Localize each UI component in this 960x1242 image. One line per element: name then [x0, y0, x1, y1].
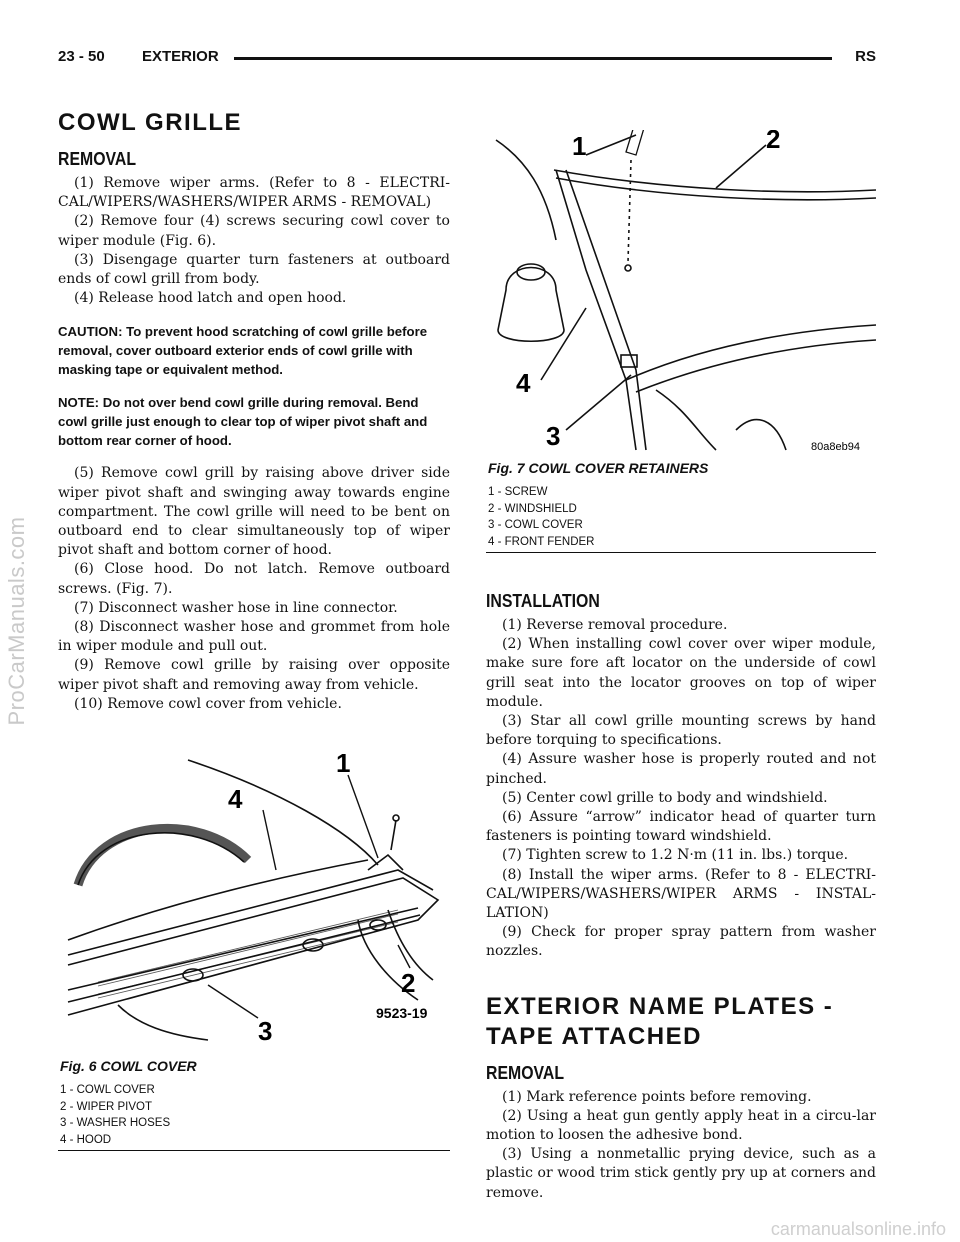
fig7-art-code: 80a8eb94	[811, 441, 860, 452]
fig7-caption: Fig. 7 COWL COVER RETAINERS	[488, 460, 709, 476]
right-column	[486, 590, 876, 1203]
removal-step: (1) Remove wiper arms. (Refer to 8 - ELECTRI-CAL/WIPERS/WASHERS/WIPER ARMS - REMOVAL)	[58, 175, 450, 211]
installation-step: (3) Star all cowl grille mounting screws by hand before torquing to specifications.	[486, 713, 876, 749]
fig7-callout-3: 3	[546, 421, 561, 451]
fig7-callout-2: 2	[766, 130, 781, 154]
installation-step: (4) Assure washer hose is properly routed and not pinched.	[486, 751, 876, 787]
legend-item: 4 - HOOD	[60, 1133, 112, 1146]
caution-text: CAUTION: To prevent hood scratching of cowl grille before removal, cover outboard exterior ends of cowl grille with masking tape or equivalent method.	[58, 324, 428, 378]
removal-step: (10) Remove cowl cover from vehicle.	[74, 695, 342, 712]
name-plates-title-line2: TAPE ATTACHED	[486, 1022, 702, 1050]
figure-7	[486, 130, 876, 553]
section-name: EXTERIOR	[142, 48, 219, 65]
installation-step: (2) When installing cowl cover over wiper module, make sure fore aft locator on the underside of cowl grill seat into the locator grooves on top of wiper module.	[486, 636, 876, 710]
legend-item: 2 - WIPER PIVOT	[60, 1100, 153, 1113]
page-number: 23 - 50	[58, 48, 105, 65]
name-plate-removal-step: (3) Using a nonmetallic prying device, such as a plastic or wood trim stick gently pry up at corners and remove.	[486, 1146, 876, 1201]
fig6-art-code: 9523-19	[376, 1005, 428, 1021]
legend-item: 4 - FRONT FENDER	[488, 535, 595, 548]
side-watermark: ProCarManuals.com	[4, 516, 29, 726]
name-plate-removal-step: (1) Mark reference points before removing.	[502, 1088, 812, 1105]
cowl-cover-retainers-illustration	[486, 130, 876, 452]
removal-step: (8) Disconnect washer hose and grommet from hole in wiper module and pull out.	[58, 619, 450, 655]
legend-item: 1 - COWL COVER	[60, 1084, 155, 1096]
fig7-callout-4: 4	[516, 368, 531, 398]
name-plates-title-line1: EXTERIOR NAME PLATES -	[486, 992, 834, 1020]
cowl-cover-illustration	[58, 750, 450, 1050]
fig6-callout-2: 2	[401, 968, 416, 998]
fig6-callout-3: 3	[258, 1016, 273, 1046]
name-plates-removal-heading: REMOVAL	[486, 1062, 565, 1083]
model-code: RS	[855, 48, 876, 65]
installation-step: (6) Assure “arrow” indicator head of quarter turn fasteners is pointing toward windshield.	[486, 809, 876, 845]
figure-6	[58, 750, 450, 1151]
fig6-legend	[58, 1082, 450, 1148]
installation-step: (1) Reverse removal procedure.	[502, 617, 728, 633]
removal-step: (2) Remove four (4) screws securing cowl cover to wiper module (Fig. 6).	[58, 213, 450, 249]
fig7-legend-rule	[486, 552, 876, 553]
fig7-legend	[486, 484, 876, 550]
fig7-callout-1: 1	[572, 131, 587, 161]
installation-heading: INSTALLATION	[486, 591, 600, 611]
legend-item: 1 - SCREW	[488, 486, 548, 498]
fig6-callout-4: 4	[228, 784, 243, 814]
legend-item: 2 - WINDSHIELD	[488, 502, 577, 515]
removal-step: (3) Disengage quarter turn fasteners at outboard ends of cowl grill from body.	[58, 251, 450, 288]
left-column	[58, 108, 450, 714]
note-text: NOTE: Do not over bend cowl grille during removal. Bend cowl grille just enough to clear top of wiper pivot shaft and bottom rear corner of hood.	[58, 395, 428, 449]
fig6-legend-rule	[58, 1150, 450, 1151]
legend-item: 3 - COWL COVER	[488, 519, 583, 531]
removal-step: (6) Close hood. Do not latch. Remove outboard screws. (Fig. 7).	[58, 561, 450, 597]
cowl-grille-title: COWL GRILLE	[58, 109, 243, 136]
installation-step: (8) Install the wiper arms. (Refer to 8 - ELECTRI-CAL/WIPERS/WASHERS/WIPER ARMS - INSTAL-LATION)	[486, 866, 876, 922]
removal-step: (4) Release hood latch and open hood.	[74, 290, 347, 307]
fig6-caption: Fig. 6 COWL COVER	[60, 1058, 197, 1074]
bottom-watermark: carmanualsonline.info	[770, 1219, 946, 1239]
page-header	[58, 46, 876, 70]
fig6-callout-1: 1	[336, 750, 351, 778]
name-plates-title	[486, 992, 876, 1052]
installation-step: (7) Tighten screw to 1.2 N·m (11 in. lbs.) torque.	[502, 847, 849, 864]
removal-step: (9) Remove cowl grille by raising over opposite wiper pivot shaft and removing away from vehicle.	[58, 657, 450, 693]
header-rule	[234, 57, 832, 60]
removal-step: (7) Disconnect washer hose in line connector.	[74, 599, 398, 616]
installation-step: (9) Check for proper spray pattern from washer nozzles.	[486, 924, 876, 960]
legend-item: 3 - WASHER HOSES	[60, 1117, 171, 1129]
removal-step: (5) Remove cowl grill by raising above driver side wiper pivot shaft and swinging away towards engine compartment. The cowl grille will need to be bent on outboard end to clear simultaneously top of wiper pivot shaft and bottom corner of hood.	[58, 465, 450, 559]
removal-heading: REMOVAL	[58, 149, 137, 169]
installation-step: (5) Center cowl grille to body and windshield.	[502, 789, 828, 806]
name-plate-removal-step: (2) Using a heat gun gently apply heat in a circu-lar motion to loosen the adhesive bond.	[486, 1107, 876, 1144]
